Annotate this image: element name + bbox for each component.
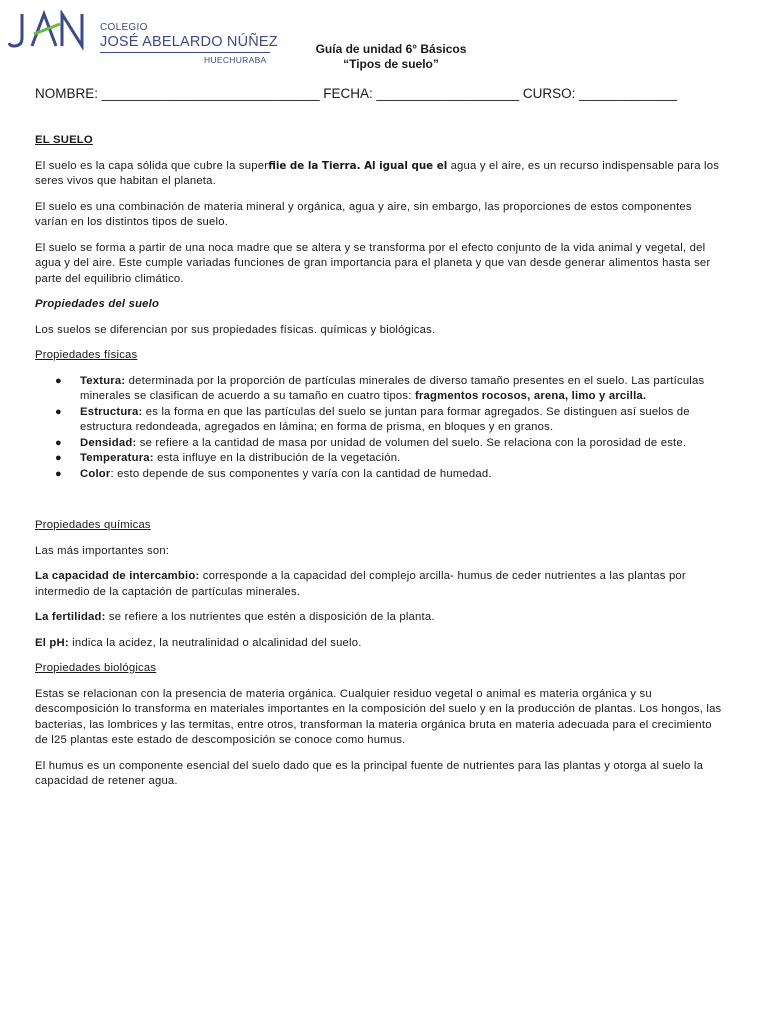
list-item-term: Color — [80, 467, 111, 480]
chemical-item-term: El pH: — [35, 636, 69, 649]
chemical-item — [35, 610, 725, 626]
paragraph-definition-start: El suelo es la capa sólida que cubre la super — [35, 159, 269, 172]
school-name: JOSÉ ABELARDO NÚÑEZ — [100, 34, 278, 50]
list-item-text: es la forma en que las partículas del suelo se juntan para formar agregados. Se distinguen así suelos de estructura redondeada, agregados en lámina; en forma de prisma, en bloques y en granos. — [80, 405, 690, 433]
paragraph-definition-bold: ﬁie de la Tierra. Al igual que el — [268, 159, 448, 172]
section-heading-el-suelo: EL SUELO — [35, 134, 93, 146]
list-item-text: : esto depende de sus componentes y varía con la cantidad de humedad. — [110, 467, 492, 480]
list-item-text: determinada por la proporción de partículas minerales de diverso tamaño presentes en el suelo. Las partículas minerales se clasifican de acuerdo a su tamaño en cuatro tipos: — [80, 374, 705, 402]
bullet-icon: ● — [55, 467, 62, 480]
paragraph-chemical-intro: Las más importantes son: — [35, 544, 170, 557]
chemical-item-text: corresponde a la capacidad del complejo arcilla- humus de ceder nutrientes a las plantas por intermedio de la captación de partículas minerales. — [35, 570, 686, 598]
page-title: Guía de unidad 6° Básicos — [315, 42, 467, 56]
paragraph-properties-intro: Los suelos se diferencian por sus propiedades físicas. químicas y biológicas. — [35, 323, 436, 336]
chemical-item-term: La fertilidad: — [35, 611, 106, 623]
bullet-icon: ● — [55, 374, 62, 387]
chemical-item-text: indica la acidez, la neutralinidad o alcalinidad del suelo. — [68, 636, 362, 649]
bullet-icon: ● — [55, 436, 62, 449]
section-heading-biologicas: Propiedades biológicas — [35, 662, 157, 674]
physical-properties-list — [35, 374, 725, 483]
bullet-icon: ● — [55, 452, 62, 464]
paragraph-biological: Estas se relacionan con la presencia de materia orgánica. Cualquier residuo vegetal o animal es materia orgánica y su descomposición lo transforma en materiales importantes en la composición del suelo y en la producción de plantas. Los hongos, las bacterias, las lombrices y las termitas, entre otros, transforman la materia orgánica bruta en materia adecuada para el crecimiento de l25 plantas este estado de descomposición se conoce como humus. — [35, 687, 722, 746]
document-body — [35, 133, 725, 800]
chemical-item — [35, 636, 725, 652]
list-item-term: Textura: — [80, 374, 126, 387]
bullet-icon: ● — [55, 405, 62, 418]
page-subtitle: “Tipos de suelo” — [343, 57, 439, 71]
list-item-term: Estructura: — [80, 405, 143, 418]
list-item-term: Temperatura: — [80, 452, 154, 464]
section-heading-quimicas: Propiedades químicas — [35, 519, 151, 531]
list-item — [35, 405, 725, 436]
chemical-item-text: se refiere a los nutrientes que estén a disposición de la planta. — [105, 611, 435, 623]
list-item-text: se refiere a la cantidad de masa por unidad de volumen del suelo. Se relaciona con la porosidad de este. — [136, 436, 687, 449]
paragraph-composition: El suelo es una combinación de materia mineral y orgánica, agua y aire, sin embargo, las proporciones de estos componentes varían en los distintos tipos de suelo. — [35, 200, 692, 228]
chemical-item-term: La capacidad de intercambio: — [35, 570, 200, 582]
paragraph-formation: El suelo se forma a partir de una noca madre que se altera y se transforma por el efecto conjunto de la vida animal y vegetal, del agua y del aire. Este cumple variadas funciones de gran importancia para el planeta y que van desde generar alimentos hasta ser parte del equilibrio climático. — [35, 241, 711, 285]
school-label: COLEGIO — [100, 22, 148, 33]
list-item-text: esta influye en la distribución de la vegetación. — [153, 452, 401, 464]
section-heading-fisicas: Propiedades físicas — [35, 349, 138, 361]
paragraph-definition-end: agua y el aire, es un recurso indispensable para los seres vivos que habitan el planeta. — [35, 159, 720, 187]
spacer — [35, 492, 725, 518]
paragraph-definition — [35, 159, 725, 190]
list-item — [35, 436, 725, 452]
list-item — [35, 374, 725, 405]
list-item — [35, 467, 725, 483]
list-item — [35, 451, 725, 467]
section-heading-propiedades: Propiedades del suelo — [35, 298, 160, 310]
paragraph-humus: El humus es un componente esencial del suelo dado que es la principal fuente de nutrientes para las plantas y otorga al suelo la capacidad de retener agua. — [35, 759, 704, 787]
chemical-item — [35, 569, 725, 600]
list-item-bold-tail: fragmentos rocosos, arena, limo y arcilla. — [414, 390, 647, 402]
list-item-term: Densidad: — [80, 436, 137, 449]
school-place: HUECHURABA — [204, 55, 267, 65]
student-info-line: NOMBRE: _____________________________ FECHA: ___________________ CURSO: _____________ — [35, 86, 677, 101]
